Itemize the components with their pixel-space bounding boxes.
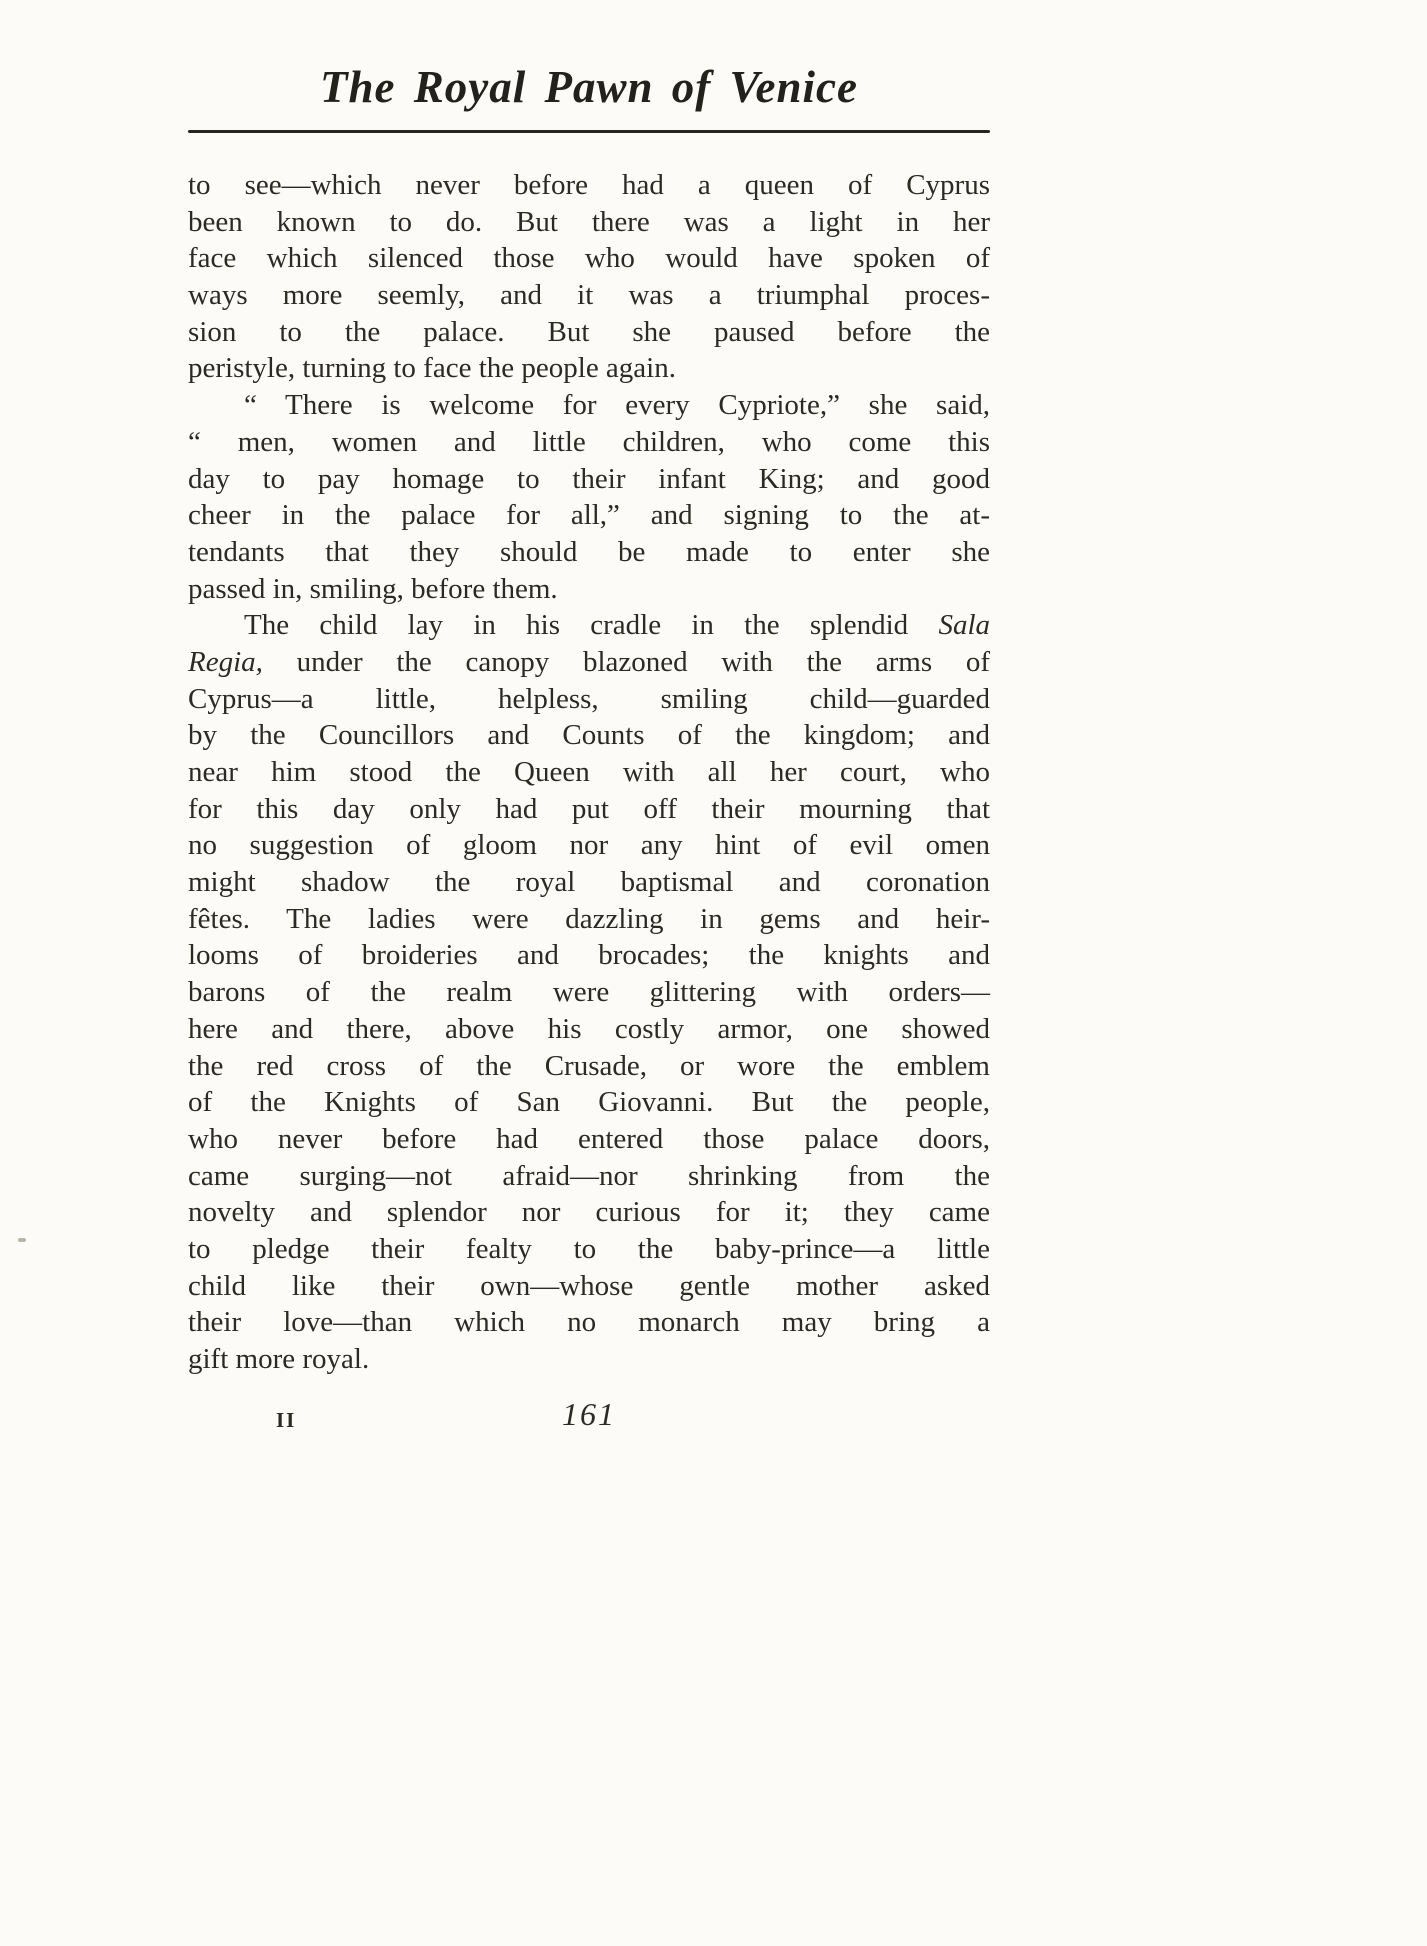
body-text — [188, 167, 990, 1378]
title-rule — [188, 130, 990, 133]
text-line: tendants that they should be made to enter she — [188, 535, 990, 568]
text-line: peristyle, turning to face the people again. — [188, 352, 676, 385]
text-line: of the Knights of San Giovanni. But the people, — [188, 1086, 990, 1119]
text-line: Cyprus—a little, helpless, smiling child—guarded — [188, 682, 990, 715]
text-line: to pledge their fealty to the baby-prince—a little — [188, 1232, 990, 1265]
text-line: passed in, smiling, before them. — [188, 572, 558, 605]
text-line: no suggestion of gloom nor any hint of evil omen — [188, 829, 990, 862]
page-title: The Royal Pawn of Venice — [320, 62, 858, 112]
text-line: novelty and splendor nor curious for it; they came — [188, 1196, 990, 1229]
text-line: here and there, above his costly armor, one showed — [188, 1012, 990, 1045]
page-content — [188, 56, 990, 1444]
text-line: child like their own—whose gentle mother asked — [188, 1269, 990, 1302]
text-line: came surging—not afraid—nor shrinking from the — [188, 1159, 990, 1192]
text-line: near him stood the Queen with all her court, who — [188, 756, 990, 788]
paragraph — [188, 387, 990, 607]
text-line: might shadow the royal baptismal and coronation — [188, 866, 990, 899]
page-number: 161 — [562, 1395, 616, 1432]
signature-mark: II — [276, 1407, 297, 1432]
text-line: “ There is welcome for every Cypriote,” she said, — [244, 389, 990, 422]
text-line: barons of the realm were glittering with orders— — [188, 976, 990, 1009]
text-line: day to pay homage to their infant King; and good — [188, 462, 990, 495]
text-line: The child lay in his cradle in the splendid Sala — [244, 609, 990, 642]
text-line: “ men, women and little children, who come this — [188, 425, 990, 458]
text-line: been known to do. But there was a light in her — [188, 205, 990, 238]
text-line: looms of broideries and brocades; the knights and — [188, 939, 990, 972]
text-line: ways more seemly, and it was a triumphal proces- — [188, 279, 990, 312]
paragraph — [188, 607, 990, 1377]
text-line: the red cross of the Crusade, or wore the emblem — [188, 1049, 990, 1082]
text-line: Regia, under the canopy blazoned with the arms of — [188, 645, 990, 678]
scan-artifact — [18, 1238, 26, 1242]
text-line: cheer in the palace for all,” and signing to the at- — [188, 499, 990, 532]
text-line: face which silenced those who would have spoken of — [188, 242, 990, 275]
text-line: for this day only had put off their mourning that — [188, 792, 990, 825]
text-line: fêtes. The ladies were dazzling in gems and heir- — [188, 902, 990, 935]
text-line: gift more royal. — [188, 1343, 370, 1375]
page-footer — [188, 1396, 990, 1444]
text-line: sion to the palace. But she paused before the — [188, 315, 990, 348]
paragraph — [188, 167, 990, 387]
text-line: to see—which never before had a queen of Cyprus — [188, 169, 990, 201]
text-line: who never before had entered those palace doors, — [188, 1122, 990, 1155]
text-line: by the Councillors and Counts of the kingdom; and — [188, 719, 990, 752]
text-line: their love—than which no monarch may bring a — [188, 1306, 990, 1339]
